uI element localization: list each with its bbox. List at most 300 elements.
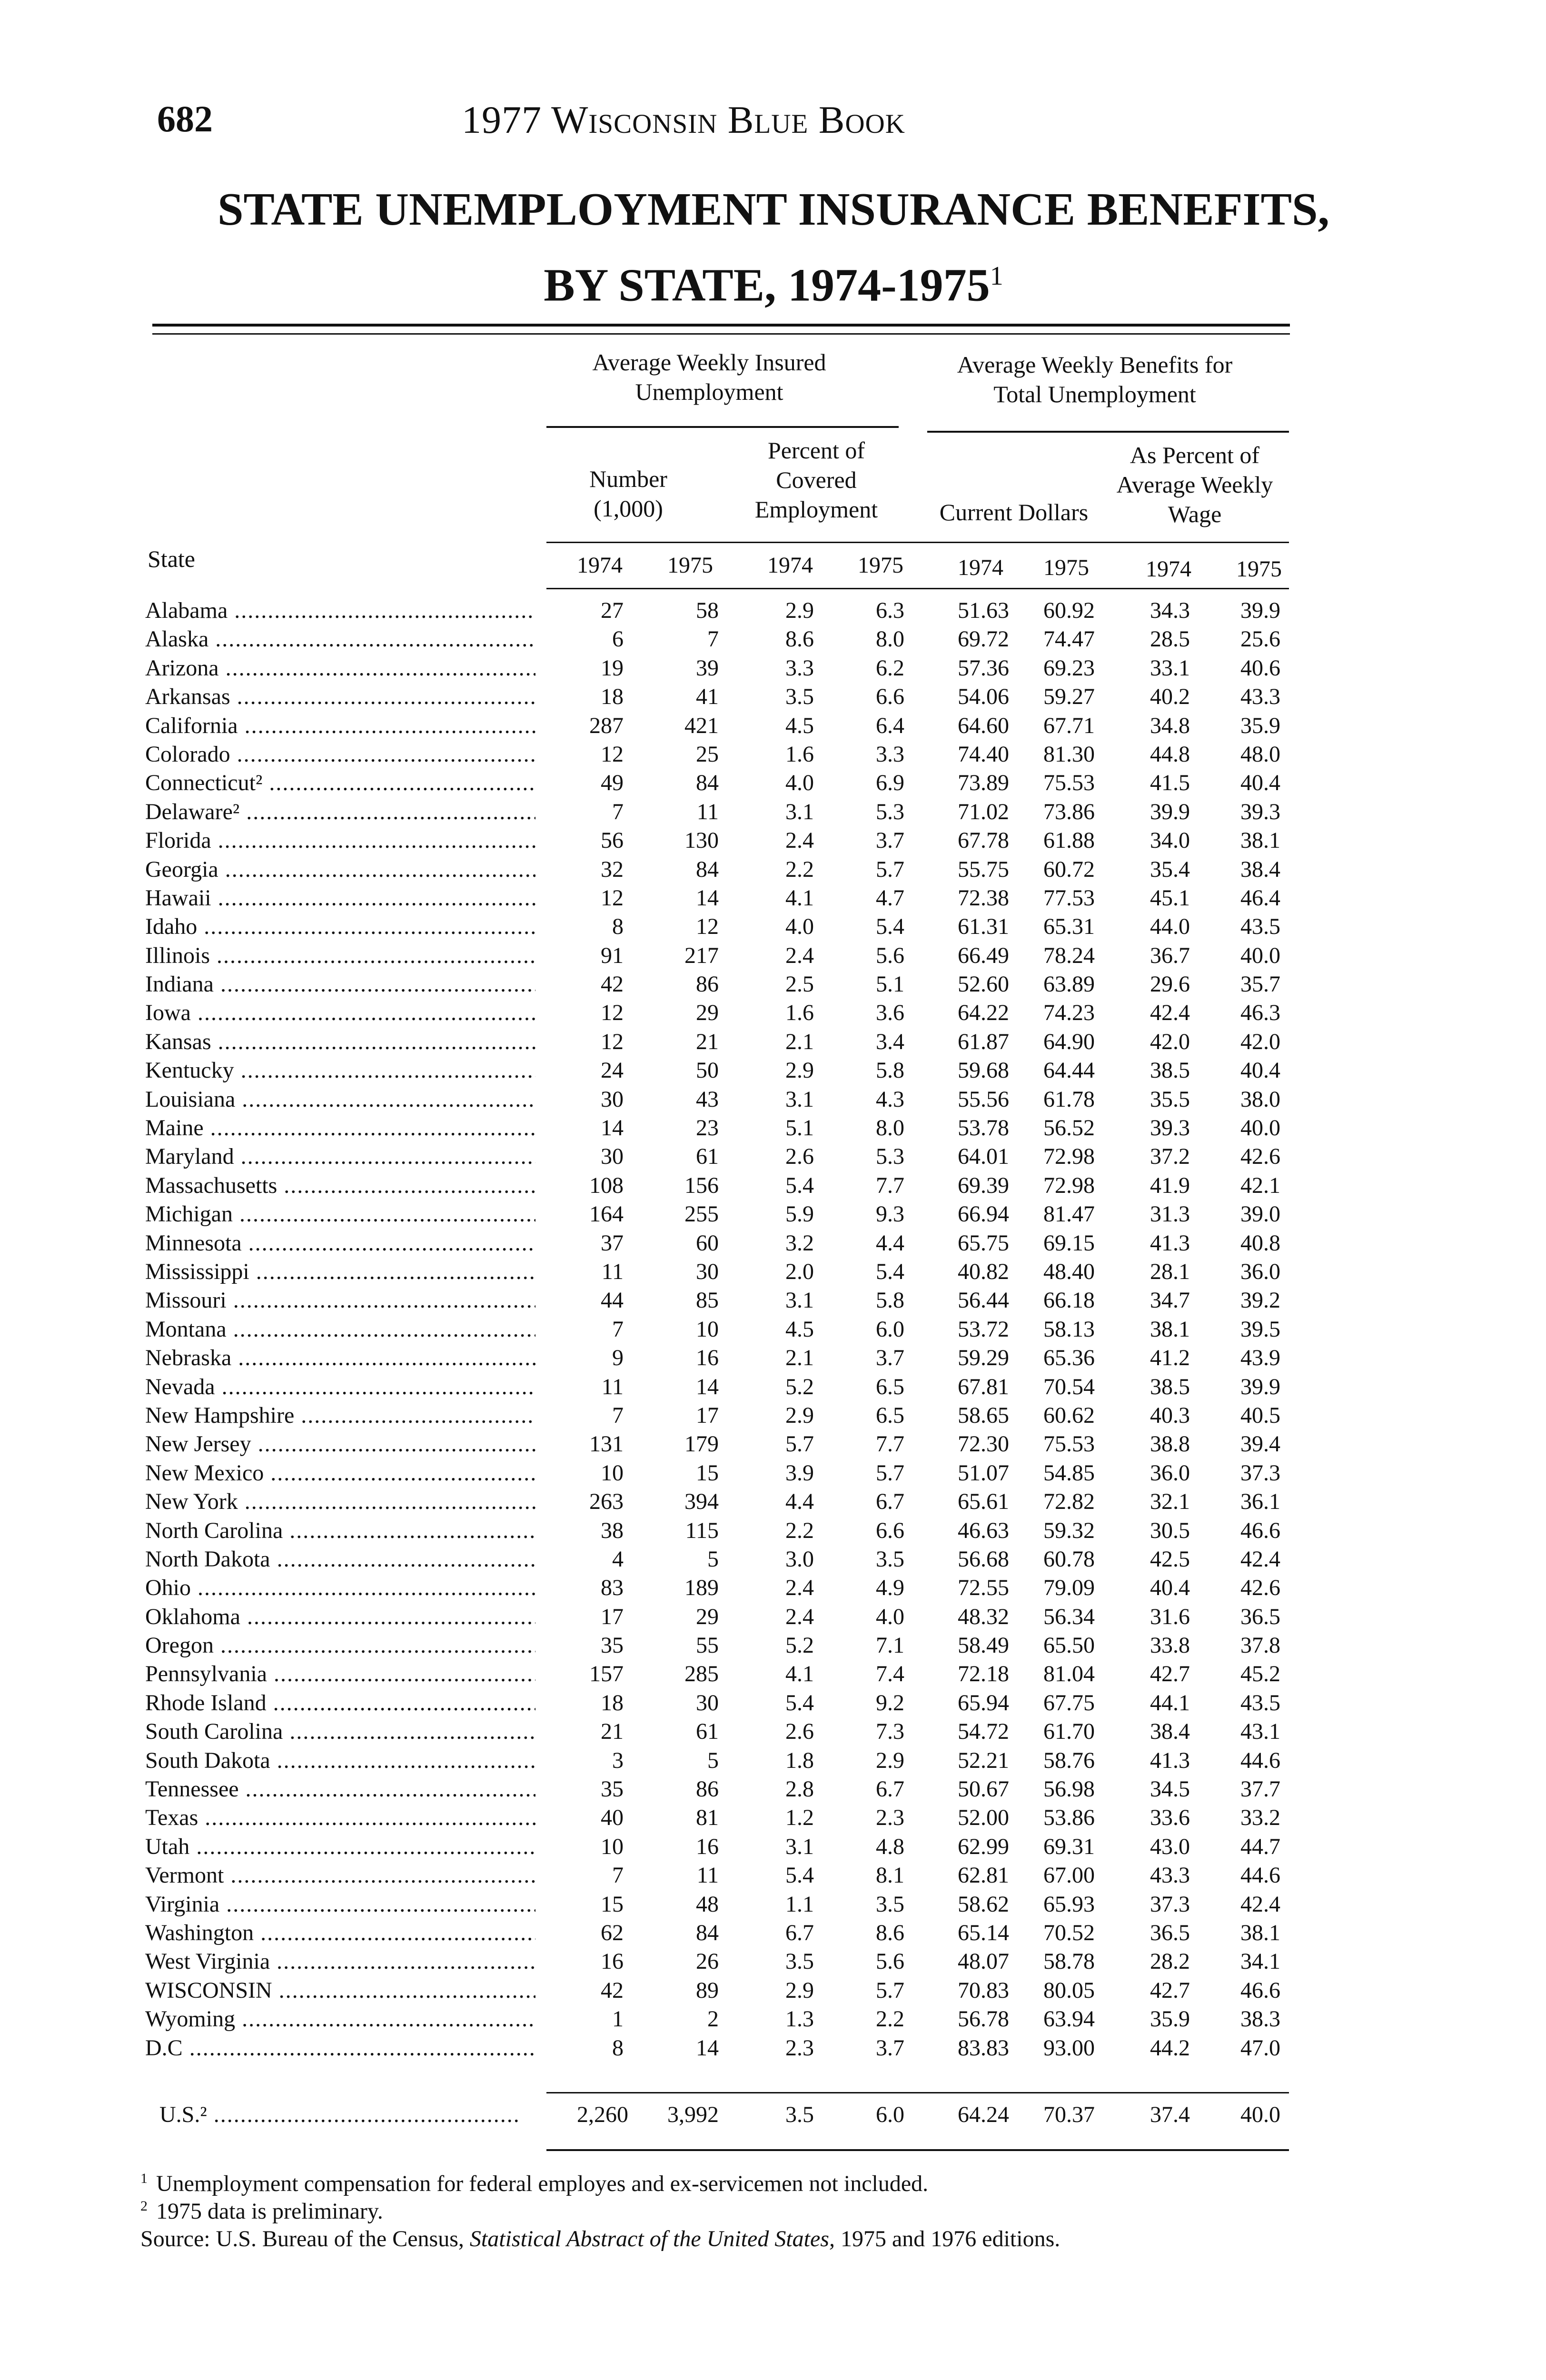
table-cell: 11 xyxy=(601,1259,624,1284)
table-cell: 55.56 xyxy=(958,1086,1009,1112)
table-cell: 2.3 xyxy=(876,1805,904,1831)
table-cell: 3.7 xyxy=(876,1345,904,1371)
table-cell: 34.8 xyxy=(1150,713,1190,738)
table-cell: 66.49 xyxy=(958,942,1009,968)
title-footnote-marker: 1 xyxy=(990,261,1003,291)
table-cell: 50 xyxy=(696,1058,719,1083)
table-cell: 36.0 xyxy=(1150,1460,1190,1486)
table-cell: 35 xyxy=(601,1776,624,1802)
table-cell: 46.63 xyxy=(958,1517,1009,1543)
table-cell: 60.78 xyxy=(1043,1546,1095,1572)
state-name: Connecticut² ..... xyxy=(145,770,535,796)
table-cell: 35 xyxy=(601,1633,624,1658)
state-name: Arizona ..... xyxy=(145,655,535,681)
table-cell: 287 xyxy=(589,713,624,738)
table-cell: 35.7 xyxy=(1240,972,1280,997)
state-name: Oregon ..... xyxy=(145,1632,535,1658)
table-row xyxy=(0,1632,1546,1661)
table-cell: 6.3 xyxy=(876,598,904,623)
table-cell: 14 xyxy=(601,1115,624,1141)
table-cell: 39.5 xyxy=(1240,1316,1280,1342)
table-cell: 42.6 xyxy=(1240,1575,1280,1601)
total-label: U.S.² ..... xyxy=(159,2102,521,2128)
table-row xyxy=(0,1862,1546,1891)
table-cell: 41.5 xyxy=(1150,770,1190,796)
table-cell: 75.53 xyxy=(1043,1431,1095,1457)
state-name: Washington ..... xyxy=(145,1920,535,1946)
table-cell: 41.3 xyxy=(1150,1747,1190,1773)
table-row xyxy=(0,1920,1546,1948)
table-cell: 46.6 xyxy=(1240,1977,1280,2003)
table-cell: 67.71 xyxy=(1043,713,1095,738)
table-cell: 43.5 xyxy=(1240,914,1280,940)
table-cell: 5 xyxy=(707,1546,719,1572)
table-cell: 34.5 xyxy=(1150,1776,1190,1802)
state-name: Texas ..... xyxy=(145,1805,535,1831)
state-name: Tennessee ..... xyxy=(145,1776,535,1802)
table-cell: 17 xyxy=(696,1402,719,1428)
table-cell: 81.47 xyxy=(1043,1201,1095,1227)
table-row xyxy=(0,1172,1546,1201)
table-cell: 44.6 xyxy=(1240,1747,1280,1773)
group2-underline xyxy=(927,431,1289,433)
table-cell: 65.93 xyxy=(1043,1891,1095,1917)
table-cell: 34.7 xyxy=(1150,1288,1190,1313)
table-cell: 7 xyxy=(707,626,719,652)
table-row xyxy=(0,1345,1546,1373)
table-cell: 61.87 xyxy=(958,1029,1009,1054)
table-cell: 57.36 xyxy=(958,655,1009,681)
table-cell: 5.3 xyxy=(876,799,904,824)
year-percent-1975: 1975 xyxy=(858,553,903,578)
table-cell: 2.9 xyxy=(785,1402,814,1428)
table-cell: 2.2 xyxy=(785,1517,814,1543)
table-cell: 81.30 xyxy=(1043,741,1095,767)
table-cell: 46.4 xyxy=(1240,885,1280,911)
table-cell: 84 xyxy=(696,770,719,796)
table-row xyxy=(0,713,1546,741)
table-cell: 10 xyxy=(601,1834,624,1859)
table-cell: 18 xyxy=(601,1690,624,1716)
table-cell: 255 xyxy=(684,1201,719,1227)
table-cell: 4.8 xyxy=(876,1834,904,1859)
table-cell: 3.7 xyxy=(876,2035,904,2061)
table-cell: 5.4 xyxy=(785,1172,814,1198)
table-cell: 38.5 xyxy=(1150,1058,1190,1083)
state-name: South Dakota ..... xyxy=(145,1747,535,1774)
table-cell: 39.9 xyxy=(1150,799,1190,824)
table-cell: 64.01 xyxy=(958,1144,1009,1170)
table-cell: 5.3 xyxy=(876,1144,904,1170)
table-cell: 4.9 xyxy=(876,1575,904,1601)
table-cell: 74.40 xyxy=(958,741,1009,767)
table-cell: 42.4 xyxy=(1150,1000,1190,1026)
table-row xyxy=(0,770,1546,798)
table-cell: 72.98 xyxy=(1043,1172,1095,1198)
table-cell: 36.5 xyxy=(1150,1920,1190,1945)
table-row xyxy=(0,2035,1546,2063)
table-cell: 3.2 xyxy=(785,1230,814,1256)
table-cell: 189 xyxy=(684,1575,719,1601)
table-cell: 5.2 xyxy=(785,1633,814,1658)
table-cell: 58.78 xyxy=(1043,1949,1095,1974)
table-cell: 5.4 xyxy=(876,1259,904,1284)
table-cell: 4.5 xyxy=(785,1316,814,1342)
table-cell: 43.5 xyxy=(1240,1690,1280,1716)
table-cell: 9 xyxy=(612,1345,624,1371)
state-name: Alaska ..... xyxy=(145,626,535,652)
table-cell: 50.67 xyxy=(958,1776,1009,1802)
table-row xyxy=(0,1661,1546,1689)
table-cell: 61.78 xyxy=(1043,1086,1095,1112)
table-cell: 1.1 xyxy=(785,1891,814,1917)
table-cell: 67.81 xyxy=(958,1374,1009,1399)
table-cell: 2.9 xyxy=(785,1058,814,1083)
table-cell: 42 xyxy=(601,1977,624,2003)
table-cell: 2.1 xyxy=(785,1345,814,1371)
table-cell: 18 xyxy=(601,684,624,710)
table-cell: 30.5 xyxy=(1150,1517,1190,1543)
total-cell: 3.5 xyxy=(785,2102,814,2127)
state-name: Indiana ..... xyxy=(145,971,535,997)
table-cell: 48 xyxy=(696,1891,719,1917)
header-state: State xyxy=(148,545,195,572)
table-row xyxy=(0,1718,1546,1747)
table-cell: 5.7 xyxy=(785,1431,814,1457)
table-cell: 65.31 xyxy=(1043,914,1095,940)
table-row xyxy=(0,1948,1546,1977)
year-wage-1974: 1974 xyxy=(1146,556,1191,582)
footnote-rule xyxy=(546,2149,1289,2151)
table-cell: 179 xyxy=(684,1431,719,1457)
state-name: Kentucky ..... xyxy=(145,1057,535,1083)
table-cell: 38.1 xyxy=(1150,1316,1190,1342)
table-cell: 115 xyxy=(685,1517,719,1543)
table-cell: 31.6 xyxy=(1150,1604,1190,1629)
table-cell: 5.6 xyxy=(876,1949,904,1974)
table-cell: 7 xyxy=(612,1402,624,1428)
table-cell: 30 xyxy=(696,1259,719,1284)
table-cell: 72.82 xyxy=(1043,1489,1095,1515)
state-name: Ohio ..... xyxy=(145,1575,535,1601)
table-cell: 5.4 xyxy=(876,914,904,940)
table-cell: 16 xyxy=(696,1345,719,1371)
table-cell: 39.9 xyxy=(1240,1374,1280,1399)
table-cell: 48.40 xyxy=(1043,1259,1095,1284)
table-cell: 4.0 xyxy=(876,1604,904,1629)
table-cell: 40.2 xyxy=(1150,684,1190,710)
table-cell: 55 xyxy=(696,1633,719,1658)
state-name: Utah ..... xyxy=(145,1834,535,1860)
year-number-1975: 1975 xyxy=(667,553,713,578)
table-cell: 70.83 xyxy=(958,1977,1009,2003)
table-cell: 3.5 xyxy=(785,1949,814,1974)
state-name: New York ..... xyxy=(145,1488,535,1515)
state-name: Missouri ..... xyxy=(145,1287,535,1313)
table-cell: 83 xyxy=(601,1575,624,1601)
table-cell: 56.68 xyxy=(958,1546,1009,1572)
table-cell: 59.68 xyxy=(958,1058,1009,1083)
state-name: Nevada ..... xyxy=(145,1374,535,1400)
state-name: Maine ..... xyxy=(145,1115,535,1141)
table-cell: 58.76 xyxy=(1043,1747,1095,1773)
table-cell: 48.07 xyxy=(958,1949,1009,1974)
table-row xyxy=(0,1287,1546,1316)
table-cell: 65.14 xyxy=(958,1920,1009,1945)
table-cell: 61 xyxy=(696,1719,719,1745)
table-cell: 42.1 xyxy=(1240,1172,1280,1198)
table-cell: 37.7 xyxy=(1240,1776,1280,1802)
table-cell: 48.32 xyxy=(958,1604,1009,1629)
table-cell: 38.0 xyxy=(1240,1086,1280,1112)
table-row xyxy=(0,1834,1546,1862)
table-cell: 31.3 xyxy=(1150,1201,1190,1227)
table-cell: 3.3 xyxy=(876,741,904,767)
table-cell: 29 xyxy=(696,1604,719,1629)
table-cell: 40.8 xyxy=(1240,1230,1280,1256)
table-cell: 42.0 xyxy=(1240,1029,1280,1054)
table-cell: 39.4 xyxy=(1240,1431,1280,1457)
table-cell: 7.7 xyxy=(876,1172,904,1198)
table-cell: 157 xyxy=(589,1661,624,1687)
table-cell: 37.3 xyxy=(1150,1891,1190,1917)
table-cell: 4.0 xyxy=(785,770,814,796)
table-cell: 84 xyxy=(696,1920,719,1945)
table-cell: 6.4 xyxy=(876,713,904,738)
table-cell: 40.3 xyxy=(1150,1402,1190,1428)
table-cell: 66.94 xyxy=(958,1201,1009,1227)
table-cell: 3 xyxy=(612,1747,624,1773)
table-cell: 5.1 xyxy=(785,1115,814,1141)
table-cell: 52.00 xyxy=(958,1805,1009,1831)
table-cell: 65.75 xyxy=(958,1230,1009,1256)
table-cell: 44.7 xyxy=(1240,1834,1280,1859)
total-cell: 64.24 xyxy=(958,2102,1009,2127)
table-row xyxy=(0,885,1546,913)
table-cell: 67.78 xyxy=(958,828,1009,853)
table-cell: 3.1 xyxy=(785,1288,814,1313)
table-row xyxy=(0,1575,1546,1603)
table-cell: 217 xyxy=(684,942,719,968)
table-cell: 74.23 xyxy=(1043,1000,1095,1026)
state-name: Delaware² ..... xyxy=(145,799,535,825)
table-row xyxy=(0,1546,1546,1575)
table-cell: 16 xyxy=(696,1834,719,1859)
table-cell: 59.27 xyxy=(1043,684,1095,710)
table-cell: 40.82 xyxy=(958,1259,1009,1284)
table-cell: 64.90 xyxy=(1043,1029,1095,1054)
table-cell: 29.6 xyxy=(1150,972,1190,997)
footnote-1: $^1$ Unemployment compensation for federal employes and ex-servicemen not included. xyxy=(140,2171,929,2196)
table-cell: 46.3 xyxy=(1240,1000,1280,1026)
table-row xyxy=(0,1230,1546,1259)
header-number: Number (1,000) xyxy=(589,466,667,522)
table-cell: 5.8 xyxy=(876,1058,904,1083)
table-body xyxy=(0,597,1546,2063)
table-cell: 3.1 xyxy=(785,799,814,824)
table-row xyxy=(0,1517,1546,1546)
table-cell: 2.5 xyxy=(785,972,814,997)
state-name: D.C ..... xyxy=(145,2035,535,2061)
table-cell: 10 xyxy=(696,1316,719,1342)
table-cell: 5.9 xyxy=(785,1201,814,1227)
table-cell: 40.5 xyxy=(1240,1402,1280,1428)
state-name: Minnesota ..... xyxy=(145,1230,535,1256)
state-name: Wyoming ..... xyxy=(145,2006,535,2032)
table-cell: 21 xyxy=(601,1719,624,1745)
total-cell: 6.0 xyxy=(876,2102,904,2127)
header-current-dollars: Current Dollars xyxy=(939,499,1089,526)
table-cell: 36.0 xyxy=(1240,1259,1280,1284)
table-cell: 6.5 xyxy=(876,1402,904,1428)
table-cell: 1.3 xyxy=(785,2006,814,2032)
state-name: Alabama ..... xyxy=(145,597,535,624)
table-bottom-rule xyxy=(546,2092,1289,2093)
table-cell: 40.6 xyxy=(1240,655,1280,681)
table-row xyxy=(0,1000,1546,1028)
table-cell: 41 xyxy=(696,684,719,710)
table-cell: 5.7 xyxy=(876,856,904,882)
table-cell: 156 xyxy=(684,1172,719,1198)
table-cell: 11 xyxy=(696,1863,719,1888)
state-name: WISCONSIN ..... xyxy=(145,1977,535,2003)
table-cell: 9.2 xyxy=(876,1690,904,1716)
table-row xyxy=(0,1690,1546,1718)
table-row xyxy=(0,1086,1546,1115)
state-name: Florida ..... xyxy=(145,827,535,853)
source-note: Source: U.S. Bureau of the Census, Statistical Abstract of the United States, 1975 and 1976 editions. xyxy=(140,2226,1060,2251)
table-cell: 60.92 xyxy=(1043,598,1095,623)
table-cell: 14 xyxy=(696,885,719,911)
table-cell: 59.29 xyxy=(958,1345,1009,1371)
table-row xyxy=(0,1747,1546,1776)
table-cell: 7.1 xyxy=(876,1633,904,1658)
table-cell: 34.3 xyxy=(1150,598,1190,623)
table-cell: 56 xyxy=(601,828,624,853)
table-cell: 69.31 xyxy=(1043,1834,1095,1859)
table-row xyxy=(0,942,1546,971)
running-head xyxy=(157,98,1299,150)
book-title: 1977 Wisconsin Blue Book xyxy=(462,98,905,141)
state-name: Mississippi ..... xyxy=(145,1259,535,1285)
table-cell: 38 xyxy=(601,1517,624,1543)
table-cell: 36.5 xyxy=(1240,1604,1280,1629)
table-cell: 8.0 xyxy=(876,626,904,652)
table-cell: 12 xyxy=(601,741,624,767)
table-cell: 39 xyxy=(696,655,719,681)
table-cell: 4.4 xyxy=(876,1230,904,1256)
table-cell: 3.0 xyxy=(785,1546,814,1572)
table-cell: 25 xyxy=(696,741,719,767)
table-cell: 55.75 xyxy=(958,856,1009,882)
table-cell: 35.5 xyxy=(1150,1086,1190,1112)
table-cell: 2.8 xyxy=(785,1776,814,1802)
table-cell: 89 xyxy=(696,1977,719,2003)
table-cell: 5.4 xyxy=(785,1863,814,1888)
table-cell: 6 xyxy=(612,626,624,652)
table-cell: 67.00 xyxy=(1043,1863,1095,1888)
table-cell: 6.7 xyxy=(785,1920,814,1945)
table-row xyxy=(0,1402,1546,1431)
table-cell: 4.0 xyxy=(785,914,814,940)
state-name: Colorado ..... xyxy=(145,741,535,767)
header-bottom-rule xyxy=(546,588,1289,589)
state-name: New Jersey ..... xyxy=(145,1431,535,1457)
table-cell: 29 xyxy=(696,1000,719,1026)
table-cell: 10 xyxy=(601,1460,624,1486)
state-name: New Mexico ..... xyxy=(145,1460,535,1486)
table-cell: 40.4 xyxy=(1150,1575,1190,1601)
table-cell: 7 xyxy=(612,1316,624,1342)
table-cell: 1.6 xyxy=(785,741,814,767)
table-cell: 421 xyxy=(684,713,719,738)
table-cell: 33.2 xyxy=(1240,1805,1280,1831)
table-cell: 6.7 xyxy=(876,1776,904,1802)
table-cell: 12 xyxy=(601,885,624,911)
table-cell: 15 xyxy=(696,1460,719,1486)
table-cell: 4.3 xyxy=(876,1086,904,1112)
table-cell: 32 xyxy=(601,856,624,882)
table-cell: 3.4 xyxy=(876,1029,904,1054)
table-cell: 5 xyxy=(707,1747,719,1773)
table-cell: 394 xyxy=(684,1489,719,1515)
table-cell: 56.44 xyxy=(958,1288,1009,1313)
table-cell: 64.44 xyxy=(1043,1058,1095,1083)
table-cell: 79.09 xyxy=(1043,1575,1095,1601)
table-cell: 40.0 xyxy=(1240,942,1280,968)
table-cell: 5.6 xyxy=(876,942,904,968)
table-cell: 3.5 xyxy=(876,1891,904,1917)
table-cell: 28.5 xyxy=(1150,626,1190,652)
table-cell: 2.4 xyxy=(785,942,814,968)
table-cell: 69.15 xyxy=(1043,1230,1095,1256)
table-cell: 83.83 xyxy=(958,2035,1009,2061)
table-cell: 3.1 xyxy=(785,1086,814,1112)
table-cell: 51.63 xyxy=(958,598,1009,623)
state-name: Nebraska ..... xyxy=(145,1345,535,1371)
table-cell: 64.60 xyxy=(958,713,1009,738)
table-cell: 30 xyxy=(696,1690,719,1716)
state-name: Montana ..... xyxy=(145,1316,535,1342)
table-cell: 65.61 xyxy=(958,1489,1009,1515)
table-cell: 2.4 xyxy=(785,1575,814,1601)
table-cell: 58.49 xyxy=(958,1633,1009,1658)
table-cell: 63.89 xyxy=(1043,972,1095,997)
table-cell: 7 xyxy=(612,1863,624,1888)
table-cell: 58.13 xyxy=(1043,1316,1095,1342)
table-cell: 42.4 xyxy=(1240,1891,1280,1917)
table-cell: 59.32 xyxy=(1043,1517,1095,1543)
table-cell: 131 xyxy=(589,1431,624,1457)
table-cell: 36.7 xyxy=(1150,942,1190,968)
table-cell: 41.3 xyxy=(1150,1230,1190,1256)
table-cell: 30 xyxy=(601,1144,624,1170)
table-cell: 6.7 xyxy=(876,1489,904,1515)
table-cell: 2.9 xyxy=(785,1977,814,2003)
table-cell: 72.30 xyxy=(958,1431,1009,1457)
table-cell: 72.18 xyxy=(958,1661,1009,1687)
table-row xyxy=(0,971,1546,1000)
total-cell: 40.0 xyxy=(1240,2102,1280,2127)
table-cell: 4.7 xyxy=(876,885,904,911)
table-cell: 14 xyxy=(696,2035,719,2061)
table-cell: 42.7 xyxy=(1150,1977,1190,2003)
state-name: North Carolina ..... xyxy=(145,1517,535,1544)
total-cell: 37.4 xyxy=(1150,2102,1190,2127)
state-name: Illinois ..... xyxy=(145,942,535,969)
table-cell: 51.07 xyxy=(958,1460,1009,1486)
state-name: California ..... xyxy=(145,713,535,739)
